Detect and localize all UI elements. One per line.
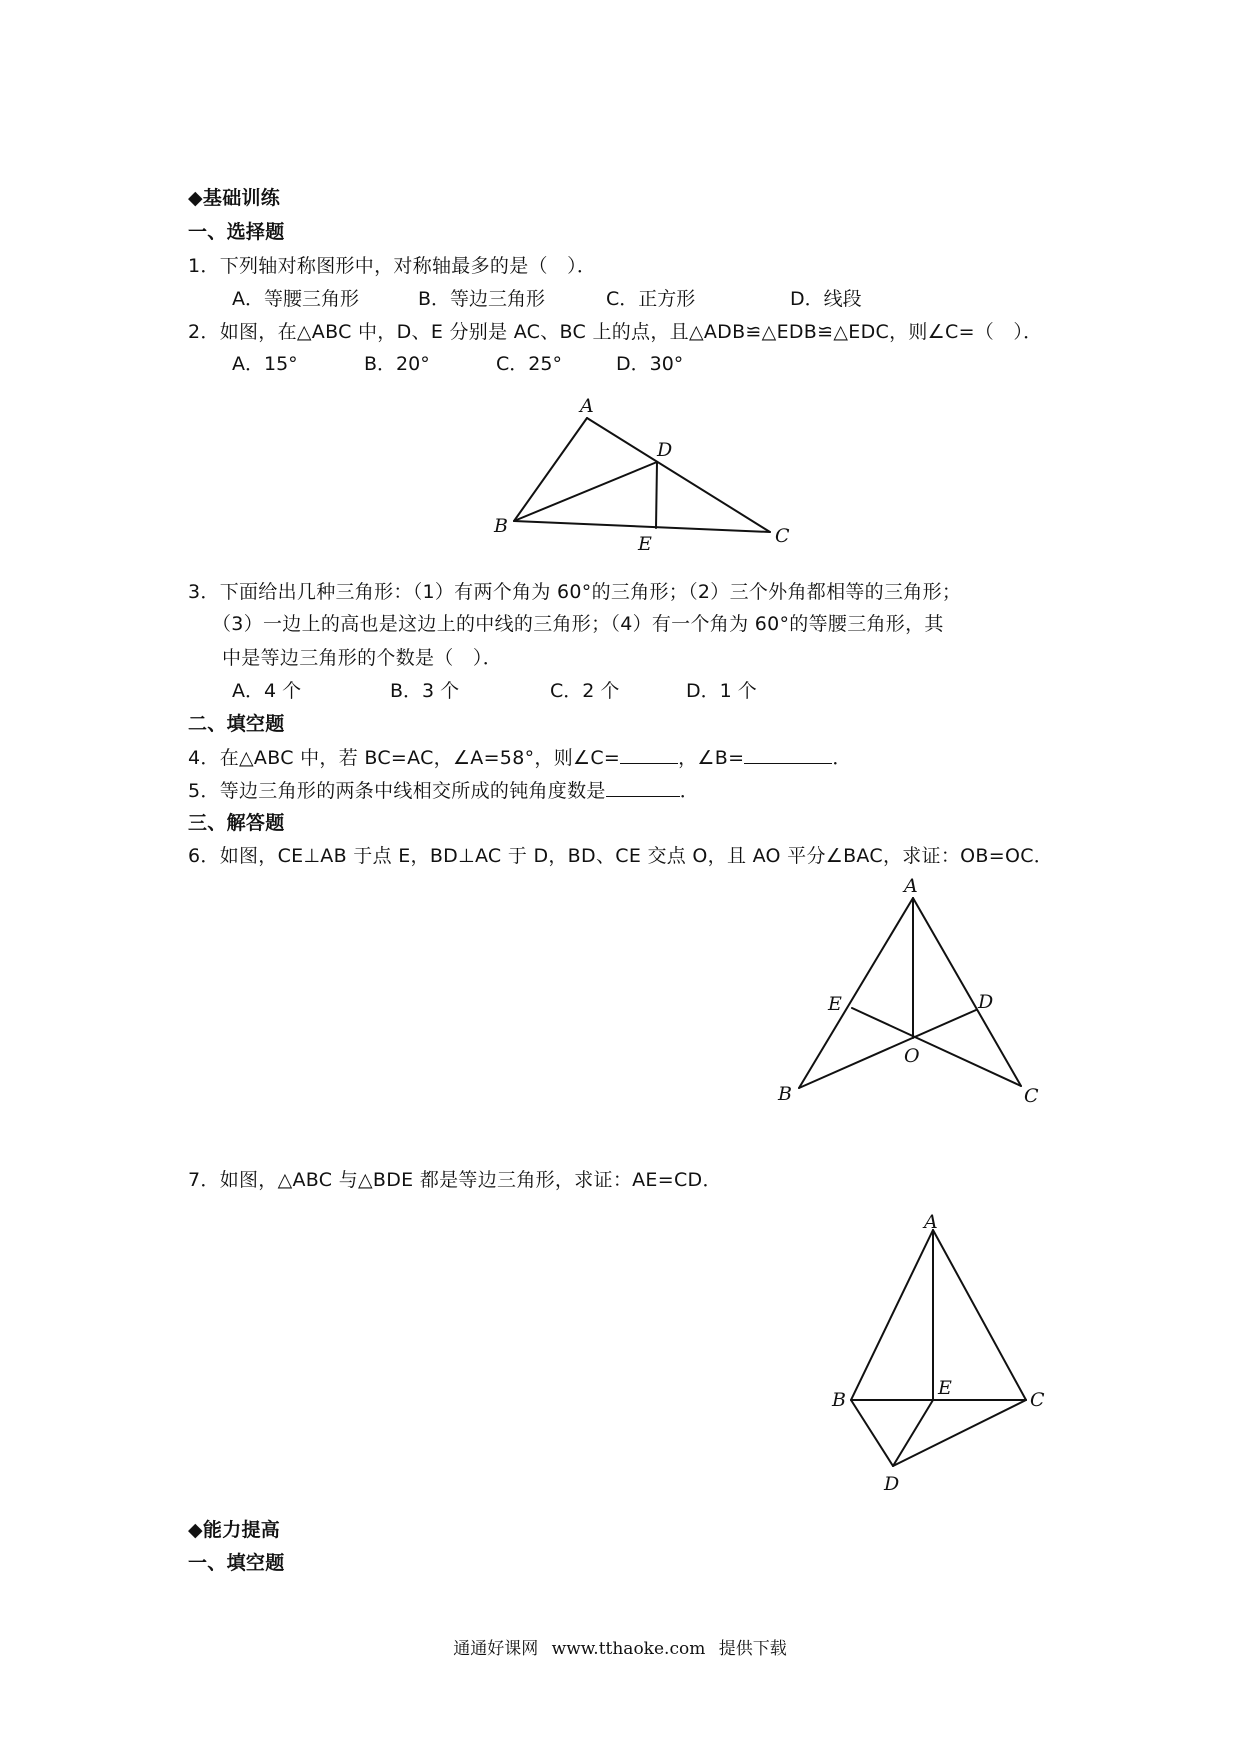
- q4-text-2: ，∠B=: [678, 747, 745, 769]
- q3-option-c: C．2 个: [550, 680, 620, 702]
- page-footer: [0, 1634, 1240, 1659]
- q3-line-2: （3）一边上的高也是这边上的中线的三角形；（4）有一个角为 60°的等腰三角形，其: [212, 613, 944, 635]
- section-fill: 二、填空题: [188, 713, 285, 735]
- q7-label-b: B: [832, 1389, 846, 1411]
- q3-option-d: D．1 个: [686, 680, 757, 702]
- q2-figure: [480, 390, 800, 564]
- q2-option-a: A．15°: [232, 353, 298, 375]
- q2-option-d: D．30°: [616, 353, 684, 375]
- q4-question: [188, 745, 852, 770]
- q6-label-d: D: [978, 991, 994, 1013]
- q2-label-c: C: [775, 525, 790, 547]
- footer-url-link[interactable]: www.tthaoke.com: [551, 1639, 706, 1659]
- q2-segment-ac: [587, 418, 770, 532]
- q6-label-o: O: [904, 1045, 920, 1067]
- q5-text-1: 5．等边三角形的两条中线相交所成的钝角度数是: [188, 780, 606, 802]
- section-basic-training: ◆基础训练: [188, 187, 281, 209]
- q1-option-d: D．线段: [790, 288, 862, 310]
- q7-label-a: A: [924, 1211, 938, 1233]
- q1-stem: 1．下列轴对称图形中，对称轴最多的是（ ）．: [188, 255, 597, 277]
- q6-label-b: B: [778, 1083, 792, 1105]
- q7-segment-ac: [933, 1230, 1026, 1400]
- section-answer: 三、解答题: [188, 812, 285, 834]
- q7-segment-ab: [851, 1230, 933, 1400]
- q2-label-e: E: [638, 533, 652, 555]
- q2-stem: 2．如图，在△ABC 中，D、E 分别是 AC、BC 上的点，且△ADB≌△EDB≌△EDC，则∠C=（ ）．: [188, 321, 1043, 343]
- q6-figure: [770, 870, 1070, 1134]
- q6-segment-ac: [913, 898, 1021, 1086]
- q6-segment-ce: [852, 1008, 1021, 1086]
- q6-label-e: E: [828, 993, 842, 1015]
- q6-segment-ab: [799, 898, 913, 1088]
- q3-option-a: A．4 个: [232, 680, 302, 702]
- section-choice: 一、选择题: [188, 221, 285, 243]
- q5-blank[interactable]: [606, 778, 680, 797]
- q4-text-3: ．: [832, 747, 852, 769]
- q2-label-d: D: [657, 439, 673, 461]
- q6-label-c: C: [1024, 1085, 1039, 1107]
- footer-suffix: 提供下载: [718, 1639, 787, 1659]
- q7-label-c: C: [1030, 1389, 1045, 1411]
- footer-site-name: 通通好课网: [453, 1639, 539, 1659]
- q1-option-b: B．等边三角形: [418, 288, 546, 310]
- q2-label-a: A: [580, 395, 594, 417]
- q7-label-d: D: [884, 1473, 900, 1495]
- q7-label-e: E: [938, 1377, 952, 1399]
- q3-option-b: B．3 个: [390, 680, 460, 702]
- q7-figure: [800, 1210, 1080, 1514]
- q7-segment-bd: [851, 1400, 893, 1466]
- q1-option-a: A．等腰三角形: [232, 288, 359, 310]
- q7-stem: 7．如图，△ABC 与△BDE 都是等边三角形，求证：AE=CD．: [188, 1169, 722, 1191]
- section-ability: ◆能力提高: [188, 1519, 281, 1541]
- q3-line-3: 中是等边三角形的个数是（ ）．: [222, 647, 503, 669]
- q2-segment-bc: [514, 521, 770, 532]
- q6-stem: 6．如图，CE⊥AB 于点 E，BD⊥AC 于 D，BD、CE 交点 O，且 AO 平分∠BAC，求证：OB=OC．: [188, 845, 1054, 867]
- q2-label-b: B: [494, 515, 508, 537]
- q6-segment-bd: [799, 1010, 976, 1088]
- q3-line-1: 3．下面给出几种三角形：（1）有两个角为 60°的三角形；（2）三个外角都相等的三角形；: [188, 581, 962, 603]
- q4-text-1: 4．在△ABC 中，若 BC=AC，∠A=58°，则∠C=: [188, 747, 621, 769]
- q4-blank-b[interactable]: [744, 745, 832, 764]
- q4-blank-c[interactable]: [620, 745, 678, 764]
- q6-label-a: A: [904, 875, 918, 897]
- q2-segment-de: [656, 462, 657, 528]
- q2-option-b: B．20°: [364, 353, 430, 375]
- q2-option-c: C．25°: [496, 353, 562, 375]
- q1-option-c: C．正方形: [606, 288, 696, 310]
- q5-text-2: ．: [679, 780, 700, 802]
- section-ability-fill: 一、填空题: [188, 1552, 285, 1574]
- q5-question: [188, 778, 699, 803]
